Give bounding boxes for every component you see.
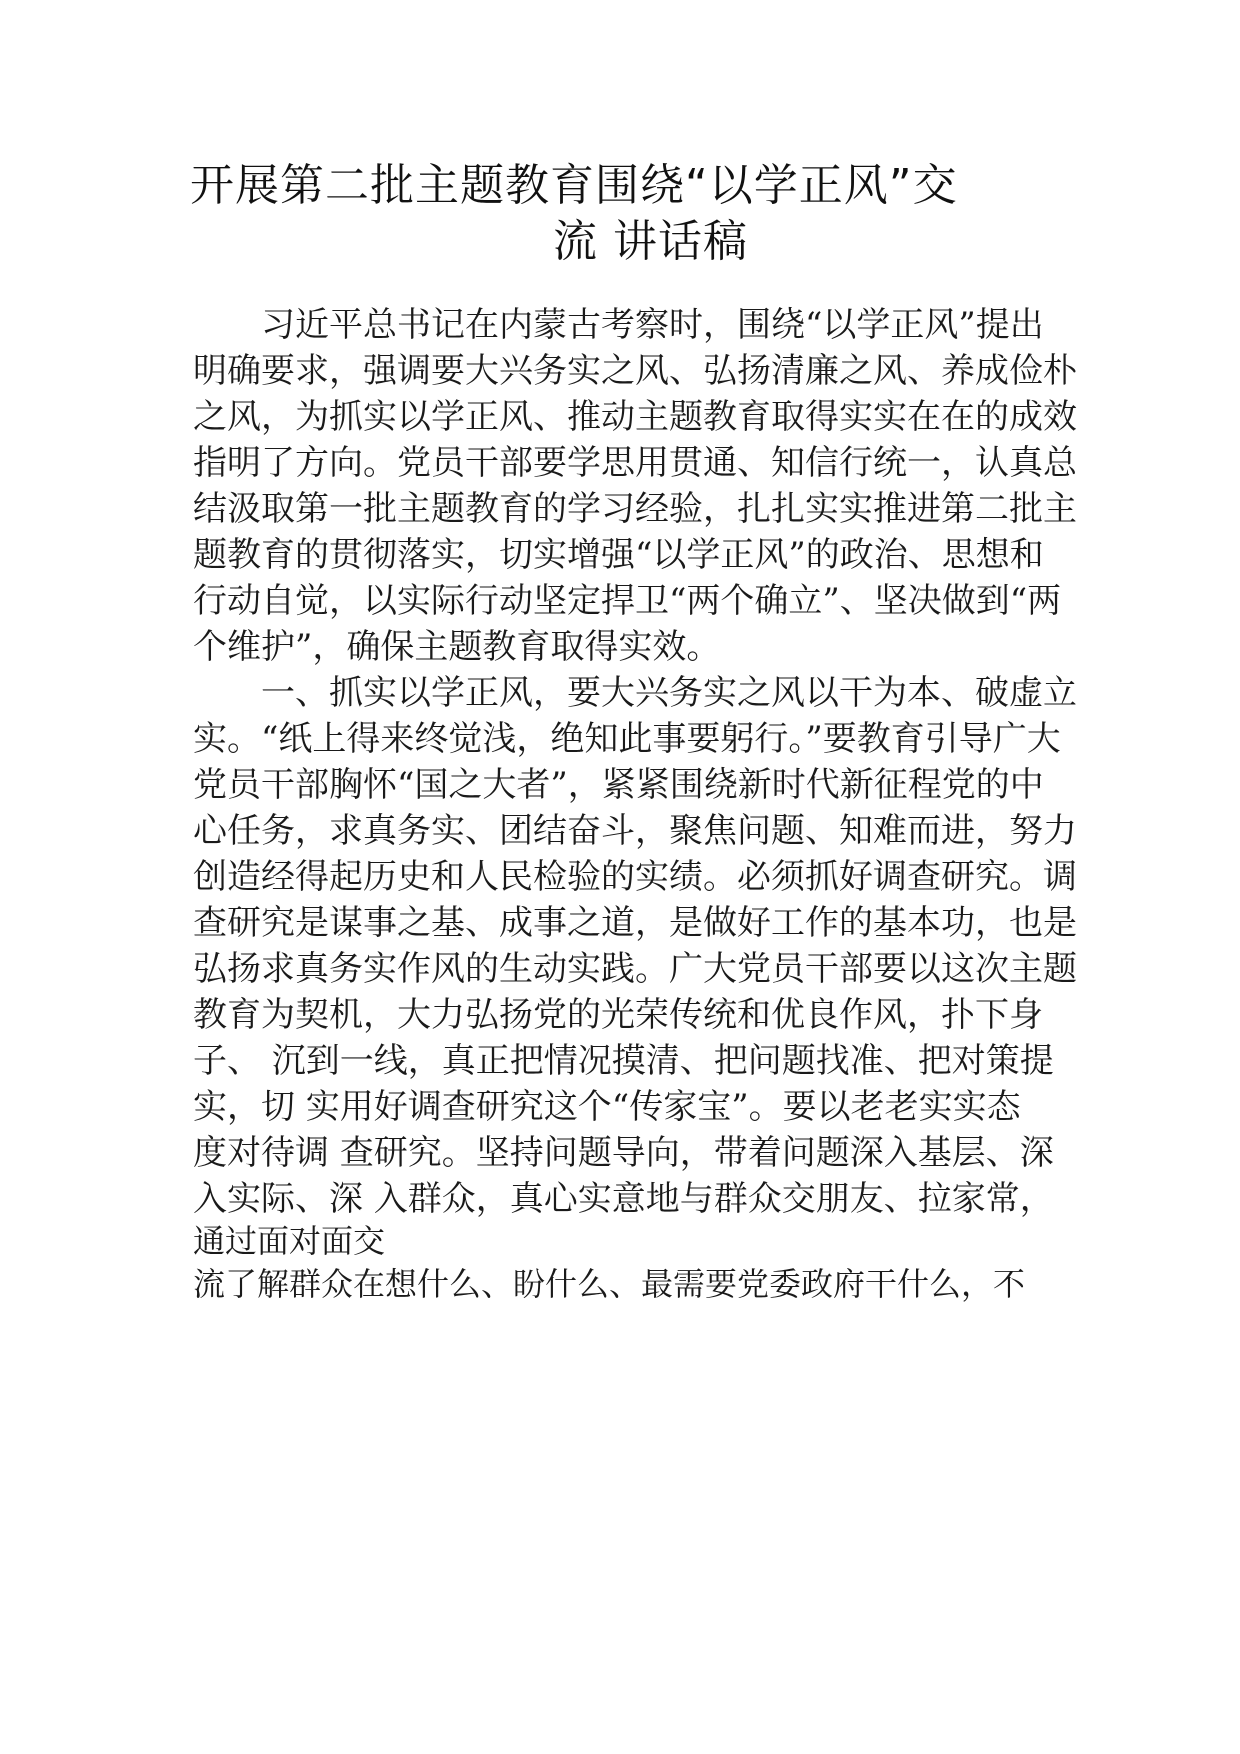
paragraph-line: 行动自觉，以实际行动坚定捍卫“两个确立”、坚决做到“两 xyxy=(193,581,1062,621)
paragraph-line: 弘扬求真务实作风的生动实践。广大党员干部要以这次主题 xyxy=(193,949,1077,989)
paragraph-line: 之风，为抓实以学正风、推动主题教育取得实实在在的成效 xyxy=(193,397,1077,437)
paragraph-line: 通过面对面交 xyxy=(193,1222,386,1260)
paragraph-line: 查研究是谋事之基、成事之道，是做好工作的基本功，也是 xyxy=(193,903,1077,943)
paragraph-line: 实。“纸上得来终觉浅，绝知此事要躬行。”要教育引导广大 xyxy=(193,719,1061,759)
paragraph-line: 明确要求，强调要大兴务实之风、弘扬清廉之风、养成俭朴 xyxy=(193,351,1077,391)
paragraph-line: 一、抓实以学正风，要大兴务实之风以干为本、破虚立 xyxy=(193,673,1077,713)
paragraph-line: 结汲取第一批主题教育的学习经验，扎扎实实推进第二批主 xyxy=(193,489,1077,529)
document-title-line-1: 开展第二批主题教育围绕“以学正风”交 xyxy=(190,160,958,211)
paragraph-line: 入实际、深 入群众，真心实意地与群众交朋友、拉家常， xyxy=(193,1179,1054,1219)
paragraph-line: 子、 沉到一线，真正把情况摸清、把问题找准、把对策提 xyxy=(193,1041,1054,1081)
paragraph-line: 习近平总书记在内蒙古考察时，围绕“以学正风”提出 xyxy=(193,305,1044,345)
paragraph-line: 流了解群众在想什么、盼什么、最需要党委政府干什么，不 xyxy=(193,1265,1026,1303)
paragraph-line: 教育为契机，大力弘扬党的光荣传统和优良作风，扑下身 xyxy=(193,995,1043,1035)
paragraph-line: 心任务，求真务实、团结奋斗，聚焦问题、知难而进，努力 xyxy=(193,811,1077,851)
document-title-line-2: 流 讲话稿 xyxy=(553,216,748,267)
paragraph-line: 创造经得起历史和人民检验的实绩。必须抓好调查研究。调 xyxy=(193,857,1077,897)
paragraph-line: 实，切 实用好调查研究这个“传家宝”。要以老老实实态 xyxy=(193,1087,1021,1127)
paragraph-line: 题教育的贯彻落实，切实增强“以学正风”的政治、思想和 xyxy=(193,535,1044,575)
paragraph-line: 度对待调 查研究。坚持问题导向，带着问题深入基层、深 xyxy=(193,1133,1054,1173)
paragraph-line: 党员干部胸怀“国之大者”，紧紧围绕新时代新征程党的中 xyxy=(193,765,1044,805)
paragraph-line: 指明了方向。党员干部要学思用贯通、知信行统一，认真总 xyxy=(193,443,1077,483)
paragraph-line: 个维护”，确保主题教育取得实效。 xyxy=(193,627,721,667)
